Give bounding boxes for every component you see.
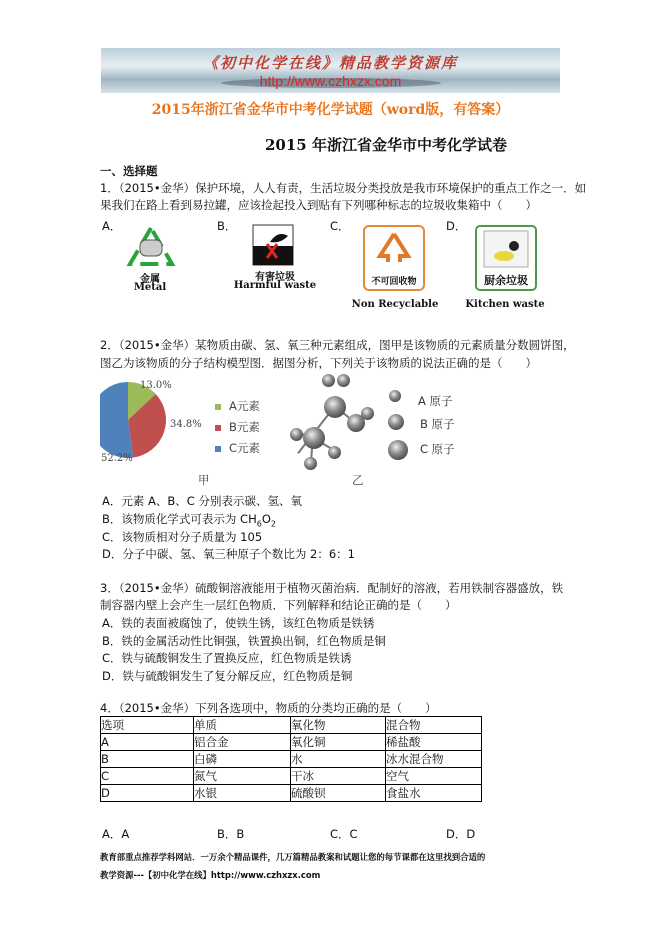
site-banner[interactable] — [101, 48, 560, 93]
q2-option-c: C．该物质相对分子质量为 105 — [102, 530, 263, 544]
figure-b-caption: 乙 — [352, 473, 364, 487]
legend-label: C元素 — [229, 441, 261, 455]
document-title: 2015年浙江省金华市中考化学试题（word版，有答案） — [151, 102, 510, 118]
table-row — [101, 768, 482, 785]
figure-a-caption: 甲 — [198, 473, 210, 487]
pie-legend-item — [215, 419, 260, 435]
q3-text-line2: 制容器内壁上会产生一层红色物质．下列解释和结论正确的是（ ） — [100, 598, 457, 612]
q1-option-b-cn: 有害垃圾 — [255, 272, 295, 283]
classification-table — [100, 716, 482, 802]
table-header-row — [101, 717, 482, 734]
table-cell: 混合物 — [386, 717, 482, 734]
q4-answer-c: C．C — [330, 827, 358, 841]
table-cell: A — [101, 734, 194, 751]
table-cell: C — [101, 768, 194, 785]
pie-label-a: 13.0% — [140, 380, 172, 391]
table-cell: 氧化物 — [291, 717, 386, 734]
table-cell: D — [101, 785, 194, 802]
pie-legend-item — [215, 440, 260, 456]
table-cell: B — [101, 751, 194, 768]
table-cell: 白磷 — [194, 751, 291, 768]
table-row — [101, 785, 482, 802]
q1-option-c-key: C． — [330, 219, 350, 233]
table-cell: 冰水混合物 — [386, 751, 482, 768]
q2-option-b — [102, 511, 276, 528]
q2-option-a: A．元素 A、B、C 分别表示碳、氢、氧 — [102, 494, 302, 508]
table-cell: 干冰 — [291, 768, 386, 785]
q3-option-b: B．铁的金属活动性比铜强，铁置换出铜，红色物质是铜 — [102, 634, 386, 648]
table-cell: 选项 — [101, 717, 194, 734]
harmful-waste-icon — [252, 224, 294, 266]
q1-text-line2: 果我们在路上看到易拉罐，应该捡起投入到贴有下列哪种标志的垃圾收集箱中（ ） — [100, 198, 537, 212]
q1-option-c-cn: 不可回收物 — [371, 277, 417, 287]
q4-answer-b: B．B — [217, 827, 245, 841]
q4-answer-a: A．A — [102, 827, 130, 841]
model-legend-a: A 原子 — [418, 394, 453, 408]
legend-label: B元素 — [229, 420, 260, 434]
table-cell: 食盐水 — [386, 785, 482, 802]
q1-option-a-en: Metal — [133, 282, 167, 293]
formula-subscript: 2 — [270, 519, 276, 529]
banner-title: 《初中化学在线》精品教学资源库 — [202, 54, 458, 72]
table-cell: 氧化铜 — [291, 734, 386, 751]
formula-subscript: 6 — [256, 519, 262, 529]
q1-option-d-en: Kitchen waste — [465, 299, 545, 310]
table-cell: 氮气 — [194, 768, 291, 785]
model-legend-b: B 原子 — [420, 417, 455, 431]
q1-option-b-en: Harmful waste — [233, 280, 317, 291]
table-cell: 水 — [291, 751, 386, 768]
q1-option-d-key: D． — [446, 219, 467, 233]
model-legend-c: C 原子 — [420, 442, 455, 456]
table-cell: 单质 — [194, 717, 291, 734]
q4-answer-d: D．D — [446, 827, 476, 841]
q1-option-d-cn: 厨余垃圾 — [484, 274, 528, 287]
q4-text: 4．（2015•金华）下列各选项中，物质的分类均正确的是（ ） — [100, 701, 437, 715]
pie-legend-item — [215, 398, 260, 414]
footer-line1: 教育部重点推荐学科网站．一万余个精品课件，几万篇精品教案和试题让您的每节课都在这里找到合适的 — [100, 852, 486, 862]
table-cell: 稀盐酸 — [386, 734, 482, 751]
table-cell: 空气 — [386, 768, 482, 785]
q1-option-a-cn: 金属 — [140, 274, 160, 285]
q2-text-line1: 2．（2015•金华）某物质由碳、氢、氧三种元素组成，图甲是该物质的元素质量分数圆饼图， — [100, 338, 575, 352]
q3-option-a: A．铁的表面被腐蚀了，使铁生锈，该红色物质是铁锈 — [102, 616, 375, 630]
q2-option-d: D．分子中碳、氢、氧三种原子个数比为 2：6：1 — [102, 547, 355, 561]
q3-text-line1: 3．（2015•金华）硫酸铜溶液能用于植物灭菌治病．配制好的溶液，若用铁制容器盛放，铁 — [100, 581, 564, 595]
table-cell: 铝合金 — [194, 734, 291, 751]
formula-o: O — [261, 512, 271, 526]
q3-option-c: C．铁与硫酸铜发生了置换反应，红色物质是铁诱 — [102, 651, 352, 665]
recycle-metal-icon — [122, 224, 180, 270]
table-row — [101, 751, 482, 768]
q2-option-b-text: B．该物质化学式可表示为 CH — [102, 512, 257, 526]
q1-option-a-key: A． — [102, 219, 122, 233]
table-cell: 水银 — [194, 785, 291, 802]
q2-text-line2: 图乙为该物质的分子结构模型图．据图分析，下列关于该物质的说法正确的是（ ） — [100, 356, 537, 370]
pie-label-c: 52.2% — [101, 453, 133, 464]
legend-swatch — [215, 404, 221, 410]
q3-option-d: D．铁与硫酸铜发生了复分解反应，红色物质是铜 — [102, 669, 353, 683]
legend-swatch — [215, 446, 221, 452]
legend-label: A元素 — [229, 399, 260, 413]
footer-line2[interactable]: 教学资源---【初中化学在线】http://www.czhxzx.com — [100, 870, 321, 880]
q1-text-line1: 1．（2015•金华）保护环境，人人有责，生活垃圾分类投放是我市环境保护的重点工作之一．如 — [100, 181, 587, 195]
section-heading: 一、选择题 — [100, 164, 158, 178]
q1-option-b-key: B． — [217, 219, 237, 233]
table-row — [101, 734, 482, 751]
legend-swatch — [215, 425, 221, 431]
table-cell: 硫酸钡 — [291, 785, 386, 802]
pie-label-b: 34.8% — [170, 419, 202, 430]
banner-url[interactable]: http://www.czhxzx.com — [259, 73, 402, 89]
paper-title: 2015 年浙江省金华市中考化学试卷 — [265, 136, 507, 154]
q1-option-c-en: Non Recyclable — [351, 299, 439, 310]
